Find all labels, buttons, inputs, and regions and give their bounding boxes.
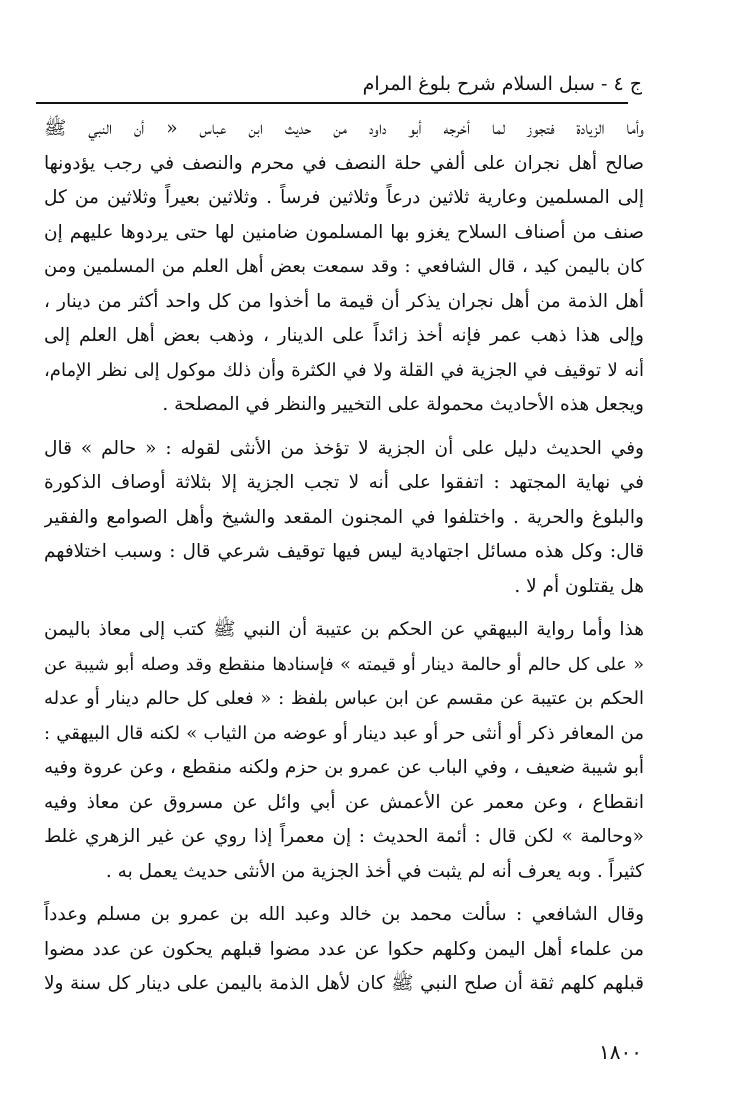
text-line: وأما الزيادة فتجوز لما أخرجه أبو داود من حديث ابن عباس « أن النبي ﷺ	[44, 118, 644, 139]
text-line: الحكم بن عتيبة عن مقسم عن ابن عباس بلفظ : « فعلى كل حالم دينار أو عدله	[44, 688, 644, 709]
text-line: صالح أهل نجران على ألفي حلة النصف في محرم والنصف في رجب يؤدونها	[44, 152, 644, 174]
text-line: من المعافر ذكر أو أنثى حر أو عبد دينار أو عوضه من الثياب » لكنه قال البيهقي :	[44, 722, 644, 744]
text-line: قال: وكل هذه مسائل اجتهادية ليس فيها توقيف شرعي قال : وسبب اختلافهم	[44, 541, 644, 562]
text-line: وقال الشافعي : سألت محمد بن خالد وعبد الله بن عمرو بن مسلم وعدداً	[44, 904, 644, 925]
text-line: «وحالمة » لكن قال : أئمة الحديث : إن معمراً إذا روي عن غير الزهري غلط	[44, 826, 644, 847]
text-line: هذا وأما رواية البيهقي عن الحكم بن عتيبة أن النبي ﷺ كتب إلى معاذ باليمن	[44, 619, 644, 640]
text-line: ويجعل هذه الأحاديث محمولة على التخيير والنظر في المصلحة .	[162, 394, 644, 415]
text-line: في نهاية المجتهد : اتفقوا على أنه لا تجب الجزية إلا بثلاثة أوصاف الذكورة	[44, 472, 644, 493]
text-line: كان باليمن كيد ، قال الشافعي : وقد سمعت بعض أهل العلم من المسلمين ومن	[44, 256, 644, 277]
paragraph-2	[44, 432, 644, 605]
text-line: أنه لا توقيف في الجزية في القلة ولا في الكثرة وأن ذلك موكول إلى نظر الإمام،	[44, 359, 644, 381]
text-line: وفي الحديث دليل على أن الجزية لا تؤخذ من الأنثى لقوله : « حالم » قال	[44, 437, 644, 459]
text-line: صنف من أصناف السلاح يغزو بها المسلمون ضامنين لها حتى يردوها عليهم إن	[44, 221, 644, 243]
paragraph-1	[44, 112, 644, 423]
paragraph-4	[44, 898, 644, 1002]
text-line: قبلهم كلهم ثقة أن صلح النبي ﷺ كان لأهل الذمة باليمن على دينار كل سنة ولا	[44, 973, 644, 994]
paragraph-3	[44, 613, 644, 889]
text-line: « على كل حالم أو حالمة دينار أو قيمته » فإسنادها منقطع وقد وصله أبو شيبة عن	[44, 654, 644, 675]
body-text	[44, 112, 644, 1002]
text-line: هل يقتلون أم لا .	[514, 575, 644, 597]
text-line: من علماء أهل اليمن وكلهم حكوا عن عدد مضوا قبلهم يحكون عن عدد مضوا	[44, 938, 644, 960]
text-line: وإلى هذا ذهب عمر فإنه أخذ زائداً على الدينار ، وذهب بعض أهل العلم إلى	[44, 325, 644, 346]
text-line: إلى المسلمين وعارية ثلاثين درعاً وثلاثين فرساً . وثلاثين بعيراً وثلاثين من كل	[44, 187, 644, 208]
text-line: أهل الذمة من أهل نجران يذكر أن قيمة ما أخذوا من كل واحد أكثر من دينار ،	[44, 290, 644, 312]
text-line: أبو شيبة ضعيف ، وفي الباب عن عمرو بن حزم ولكنه منقطع ، وعن عروة وفيه	[44, 757, 644, 778]
text-line: كثيراً . وبه يعرف أنه لم يثبت في أخذ الجزية من الأنثى حديث يعمل به .	[105, 860, 644, 882]
text-line: والبلوغ والحرية . واختلفوا في المجنون المقعد والشيخ وأهل الصوامع والفقير	[44, 506, 644, 528]
page-number: ١٨٠٠	[599, 1040, 642, 1064]
text-line: انقطاع ، وعن معمر عن الأعمش عن أبي وائل عن مسروق عن معاذ وفيه	[44, 791, 644, 813]
header-rule	[36, 102, 628, 104]
running-title: ج ٤ - سبل السلام شرح بلوغ المرام	[362, 73, 642, 95]
